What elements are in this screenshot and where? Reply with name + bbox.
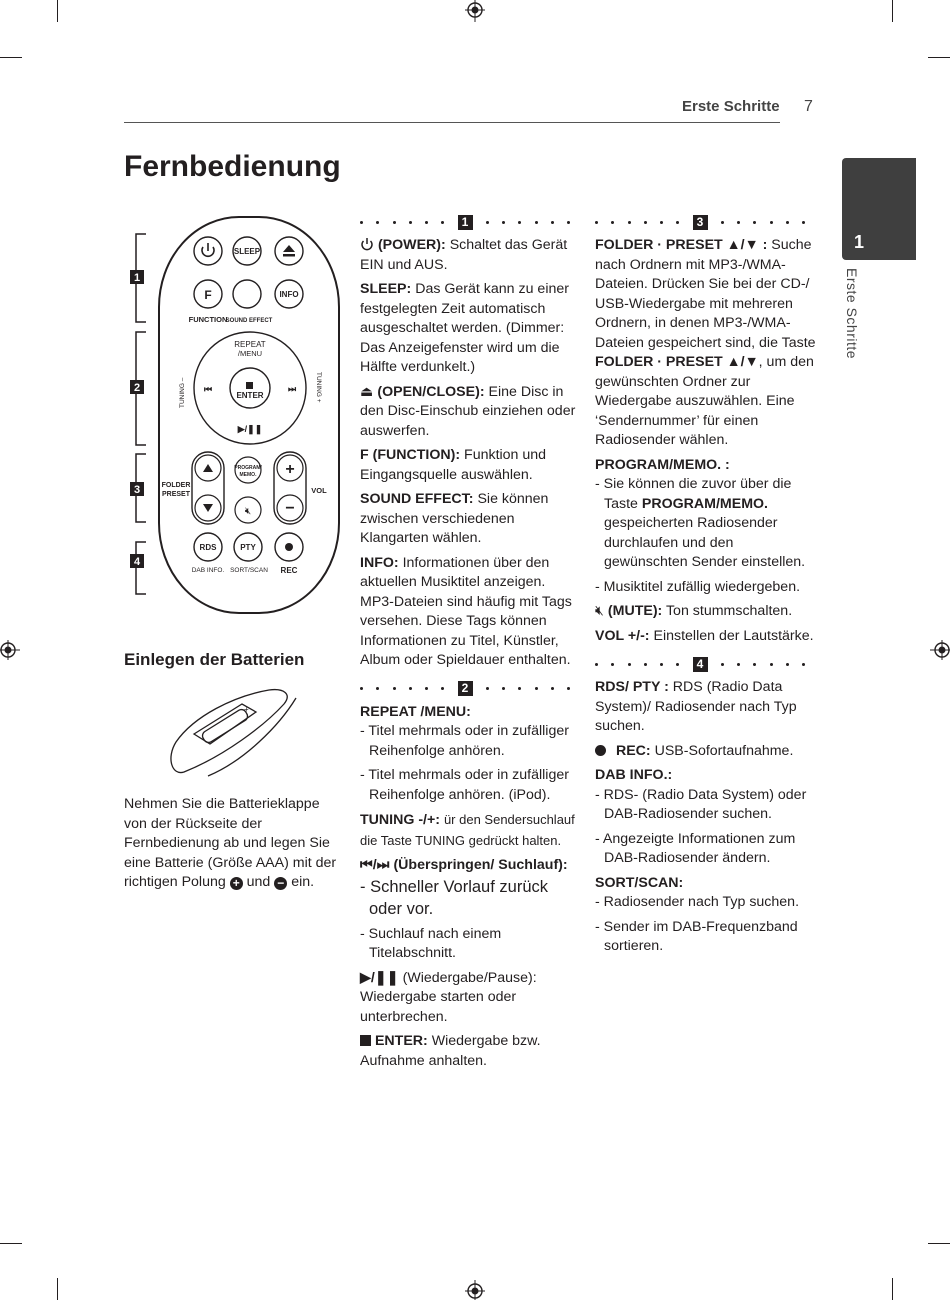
menu-label: /MENU [237, 349, 263, 358]
dab-info-label: DAB INFO. [191, 567, 225, 574]
chapter-label: Erste Schritte [844, 268, 860, 360]
vol-desc: VOL +/-: Einstellen der Lautstärke. [595, 627, 814, 644]
chapter-number: 1 [854, 232, 865, 252]
sort-heading: SORT/SCAN: [595, 874, 684, 891]
info-button: INFO [279, 290, 299, 299]
skip-heading: ⏮/⏭ (Überspringen/ Suchlauf): [360, 857, 568, 873]
sound-effect-label: SOUND EFFECT [225, 318, 273, 324]
pty-button: PTY [240, 543, 256, 552]
preset-label: PRESET [161, 491, 191, 498]
skip-back-icon: ⏮ [203, 384, 213, 394]
registration-mark-icon [463, 0, 487, 22]
eject-button-icon [275, 237, 303, 265]
page-number: 7 [804, 98, 813, 115]
rec-dot-icon [595, 745, 606, 756]
section-marker-2: 2 [360, 679, 570, 699]
mute-icon: 🔇︎ [595, 603, 604, 619]
plus-pole-icon: + [230, 877, 243, 890]
stop-square-icon [360, 1035, 371, 1046]
play-pause-icon: ▶/❚❚ [237, 424, 263, 434]
eject-icon: ⏏ [360, 383, 374, 400]
dab-item: - RDS- (Radio Data System) oder DAB-Radiosender suchen. [595, 786, 807, 822]
section-marker-3: 3 [595, 212, 805, 232]
tuning-minus-label: TUNING – [179, 377, 186, 408]
section-marker-4: 4 [595, 654, 805, 674]
sort-scan-label: SORT/SCAN [230, 567, 268, 574]
tuning-desc: TUNING -/+: ür den Sendersuchlauf die Taste TUNING gedrückt halten. [360, 812, 575, 848]
rec-dot-icon [285, 543, 293, 551]
header-section: Erste Schritte [682, 98, 780, 115]
info-desc: INFO: Informationen über den aktuellen Musiktitel anzeigen. MP3-Dateien sind häufig mit Tags versehen. Diese Tags können Informationen zu Titel, Künstler, Album oder Spieldauer enthalten. [360, 554, 572, 668]
crop-mark [928, 57, 950, 58]
crop-mark [892, 0, 893, 22]
vol-plus-icon: + [285, 461, 295, 478]
callout-1: 1 [133, 272, 141, 284]
crop-mark [892, 1278, 893, 1300]
battery-end: ein. [291, 874, 315, 890]
repeat-item: - Titel mehrmals oder in zufälliger Reihenfolge anhören. [360, 723, 569, 759]
vol-label: VOL [311, 486, 327, 495]
skip-item: - Suchlauf nach einem Titelabschnitt. [360, 925, 502, 961]
folder-preset-desc: FOLDER · PRESET ▲/▼ : Suche nach Ordnern mit MP3-/WMA-Dateien. Drücken Sie bei der CD-/ USB-Wiedergabe mit mehreren Ordnern, in denen MP3-/WMA-Dateien gespeichert sind, die Taste FOLDER · PRESET ▲/▼, um den gewünschten Ordner zur Wiedergabe auszuwählen. Eine ‘Sendernummer’ für einen Radiosender wählen. [595, 237, 816, 448]
sleep-desc: SLEEP: Das Gerät kann zu einer festgelegten Zeit automatisch ausgeschaltet werden. (Dimmer: Das Anzeigefenster wird um die Hälfte verdunkelt.) [360, 281, 569, 375]
svg-text:+: + [244, 705, 249, 714]
rds-pty-desc: RDS/ PTY : RDS (Radio Data System)/ Radiosender nach Typ suchen. [595, 679, 797, 734]
section-marker-1: 1 [360, 212, 570, 232]
chapter-tab [842, 158, 916, 260]
rec-desc: REC: USB-Sofortaufnahme. [595, 742, 817, 762]
sort-item: - Sender im DAB-Frequenzband sortieren. [595, 918, 798, 954]
dab-item: - Angezeigte Informationen zum DAB-Radiosender ändern. [595, 830, 796, 866]
crop-mark [0, 57, 22, 58]
sound-effect-button [233, 280, 261, 308]
column-right [595, 212, 817, 962]
callout-4: 4 [133, 556, 141, 568]
vol-minus-icon: − [285, 500, 295, 517]
running-header [682, 98, 780, 115]
mute-desc: 🔇︎ (MUTE): Ton stummschalten. [595, 603, 793, 619]
enter-desc: ENTER: Wiedergabe bzw. Aufnahme anhalten. [360, 1033, 541, 1069]
crop-mark [57, 0, 58, 22]
minus-pole-icon: − [274, 877, 287, 890]
power-button-icon [194, 237, 222, 265]
sleep-button: SLEEP [233, 247, 261, 256]
skip-item: - Schneller Vorlauf zurück oder vor. [360, 877, 549, 918]
repeat-item: - Titel mehrmals oder in zufälliger Reihenfolge anhören. (iPod). [360, 767, 569, 803]
crop-mark [0, 1243, 22, 1244]
stop-icon [246, 382, 253, 389]
registration-mark-icon [0, 638, 20, 662]
power-desc: (POWER): Schaltet das Gerät EIN und AUS. [360, 237, 568, 273]
registration-mark-icon [463, 1280, 487, 1300]
repeat-label: REPEAT [234, 340, 266, 349]
skip-icons: ⏮/⏭ [360, 857, 390, 873]
tuning-plus-label: TUNING + [315, 372, 322, 403]
function-desc: F (FUNCTION): Funktion und Eingangsquelle auswählen. [360, 447, 547, 483]
program-button: PROGRAM/ [234, 465, 262, 471]
play-pause-desc: ▶/❚❚ (Wiedergabe/Pause): Wiedergabe starten oder unterbrechen. [360, 969, 537, 1025]
battery-insert-illustration [164, 686, 304, 778]
play-pause-glyph: ▶/❚❚ [360, 969, 399, 986]
folder-up-icon [203, 464, 213, 472]
battery-instructions [124, 795, 344, 893]
function-label: FUNCTION [188, 315, 228, 324]
program-item: - Musiktitel zufällig wiedergeben. [595, 578, 801, 595]
sound-effect-desc: SOUND EFFECT: Sie können zwischen verschiedenen Klangarten wählen. [360, 491, 549, 546]
dab-heading: DAB INFO.: [595, 767, 673, 783]
program-item: - Sie können die zuvor über die Taste PROGRAM/MEMO. gespeicherten Radiosender durchlaufen und den gewünschten Sender einstellen. [595, 476, 806, 570]
memo-button: MEMO. [239, 472, 257, 478]
callout-2: 2 [133, 382, 141, 394]
page-title: Fernbedienung [124, 150, 341, 183]
skip-forward-icon: ⏭ [287, 384, 297, 394]
mute-button-icon: 🔇︎ [244, 506, 252, 517]
crop-mark [57, 1278, 58, 1300]
function-f-button: F [204, 288, 212, 302]
repeat-heading: REPEAT /MENU: [360, 703, 471, 720]
battery-heading: Einlegen der Batterien [124, 650, 305, 669]
battery-and: und [246, 874, 271, 890]
rec-label: REC [280, 566, 298, 575]
registration-mark-icon [930, 638, 950, 662]
rds-button: RDS [199, 543, 217, 552]
folder-down-icon [203, 504, 213, 512]
power-icon [360, 237, 374, 251]
enter-button: ENTER [236, 391, 264, 400]
header-rule [124, 122, 780, 123]
open-close-desc: ⏏ (OPEN/CLOSE): Eine Disc in den Disc-Einschub einziehen oder auswerfen. [360, 383, 576, 439]
crop-mark [928, 1243, 950, 1244]
column-middle [360, 212, 580, 1076]
battery-text: Nehmen Sie die Batterieklappe von der Rückseite der Fernbedienung ab und legen Sie eine Batterie (Größe AAA) mit der richtigen Polung [124, 796, 337, 890]
program-heading: PROGRAM/MEMO. : [595, 456, 730, 473]
remote-control-illustration [124, 212, 344, 617]
folder-label: FOLDER [161, 482, 191, 489]
sort-item: - Radiosender nach Typ suchen. [595, 894, 800, 910]
callout-3: 3 [133, 484, 141, 496]
